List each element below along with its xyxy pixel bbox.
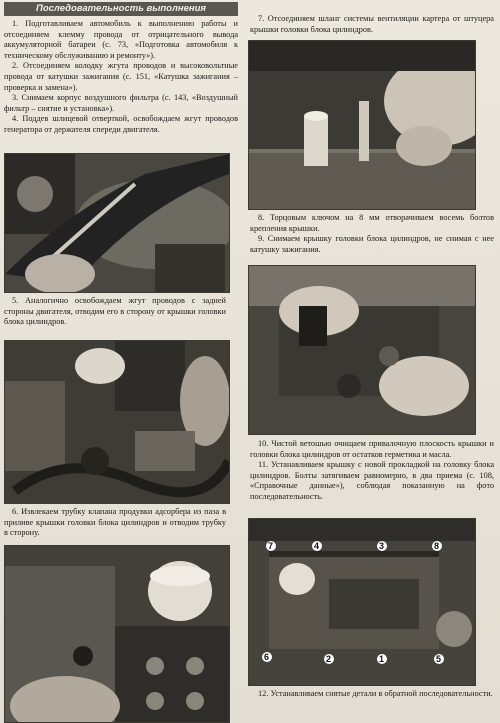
- bolt-number-5: 5: [436, 654, 442, 664]
- step-10: 10. Чистой ветошью очищаем привалочную плоскость крышки и головки блока цилиндров от остатков герметика и масла.: [250, 439, 494, 459]
- step-9: 9. Снимаем крышку головки блока цилиндров, не снимая с нее катушку зажигания.: [250, 234, 494, 254]
- step-12-block: [250, 689, 494, 700]
- photo-wire-harness-front: [4, 153, 230, 293]
- photo-ventilation-hose: [248, 40, 476, 210]
- step-4: 4. Поддев шлицевой отверткой, освобождаем жгут проводов генератора от держателя спереди двигателя.: [4, 114, 238, 134]
- step-7: 7. Отсоединяем шланг системы вентиляции картера от штуцера крышки головки блока цилиндров.: [250, 14, 494, 34]
- photo-adsorber-tube: [4, 545, 230, 723]
- section-heading: Последовательность выполнения: [4, 2, 238, 16]
- steps-1-4: [4, 19, 238, 136]
- step-1: 1. Подготавливаем автомобиль к выполнению работы и отсоединяем клемму провода от отрицательного вывода аккумуляторной батареи (с. 73, «Подготовка автомобиля к техническому обслуживанию и ремонту»).: [4, 19, 238, 60]
- step-5-block: [4, 296, 226, 328]
- steps-8-9: [250, 213, 494, 255]
- bolt-number-8: 8: [434, 541, 440, 551]
- step-12: 12. Устанавливаем снятые детали в обратной последовательности.: [258, 689, 493, 698]
- step-11: 11. Устанавливаем крышку с новой прокладкой на головку блока цилиндров. Болты затягиваем равномерно, в два приема (с. 108, «Справочные данные»), соблюдая показанную на фото последовательность.: [250, 460, 494, 501]
- step-7-block: [250, 14, 494, 35]
- bolt-number-4: 4: [314, 541, 320, 551]
- step-5: 5. Аналогично освобождаем жгут проводов с задней стороны двигателя, отводим его в сторону от крышки головки блока цилиндров.: [4, 296, 226, 327]
- photo-bolt-tightening-sequence: [248, 518, 476, 686]
- step-2: 2. Отсоединяем колодку жгута проводов и высоковольтные провода от катушки зажигания (с. 151, «Катушка зажигания – проверка и замена»).: [4, 61, 238, 92]
- photo-rear-harness: [4, 340, 230, 504]
- bolt-number-1: 1: [379, 654, 385, 664]
- step-8: 8. Торцовым ключом на 8 мм отворачиваем восемь болтов крепления крышки.: [250, 213, 494, 233]
- step-6: 6. Извлекаем трубку клапана продувки адсорбера из паза в приливе крышки головки блока цилиндров и отводим трубку в сторону.: [4, 507, 226, 538]
- step-6-block: [4, 507, 226, 539]
- bolt-number-3: 3: [379, 541, 385, 551]
- bolt-number-2: 2: [326, 654, 332, 664]
- bolt-number-6: 6: [264, 652, 270, 662]
- photo-cover-removal: [248, 265, 476, 435]
- bolt-number-7: 7: [268, 541, 274, 551]
- steps-10-11: [250, 439, 494, 503]
- step-3: 3. Снимаем корпус воздушного фильтра (с. 143, «Воздушный фильтр – снятие и установка»).: [4, 93, 238, 113]
